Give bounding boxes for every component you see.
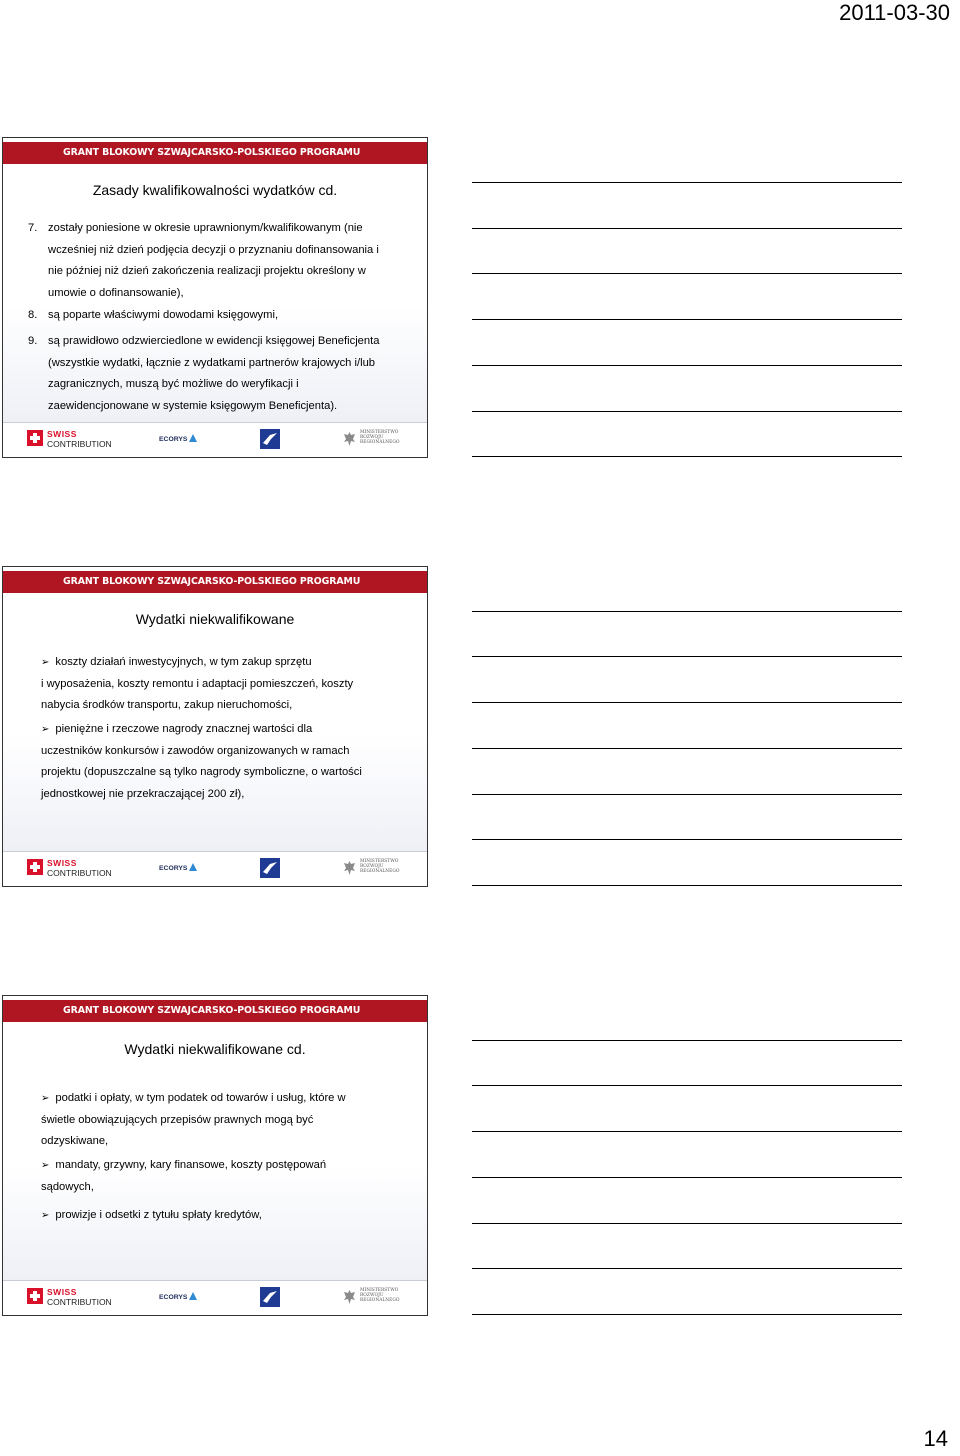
slide-title: Wydatki niekwalifikowane cd. bbox=[124, 1041, 306, 1057]
paragraph-line: prowizje i odsetki z tytułu spłaty kredytów, bbox=[55, 1209, 262, 1221]
paragraph-line: i wyposażenia, koszty remontu i adaptacji pomieszczeń, koszty bbox=[41, 677, 354, 690]
logo-text: ROZWOJU bbox=[360, 435, 384, 441]
slide-2 bbox=[2, 566, 428, 887]
logo-text: SWISS bbox=[47, 858, 77, 868]
note-line bbox=[472, 1223, 902, 1224]
note-line bbox=[472, 1085, 902, 1086]
slide-title: Zasady kwalifikowalności wydatków cd. bbox=[92, 182, 338, 198]
swiss-contribution-logo bbox=[27, 1288, 117, 1310]
paragraph-line: sądowych, bbox=[41, 1180, 94, 1193]
bird-logo-icon bbox=[259, 1286, 281, 1308]
eagle-icon bbox=[343, 431, 356, 447]
item-line: są prawidłowo odzwierciedlone w ewidencji księgowej Beneficjenta bbox=[48, 335, 380, 347]
bullet-paragraph bbox=[41, 1088, 386, 1153]
note-line bbox=[472, 656, 902, 657]
ecorys-logo bbox=[159, 863, 197, 872]
logo-text: ECORYS bbox=[159, 436, 188, 443]
note-line bbox=[472, 1131, 902, 1132]
logo-text: MINISTERSTWO bbox=[360, 1288, 399, 1293]
logo-text: ROZWOJU bbox=[360, 1293, 384, 1299]
note-line bbox=[472, 702, 902, 703]
arrow-bullet-icon: ➢ bbox=[41, 1160, 50, 1171]
logo-text: ROZWOJU bbox=[360, 864, 384, 870]
item-line: (wszystkie wydatki, łącznie z wydatkami partnerów krajowych i/lub bbox=[48, 356, 376, 369]
triangle-icon bbox=[189, 434, 197, 442]
item-line: nie później niż dzień zakończenia realizacji projektu określony w bbox=[48, 265, 366, 278]
slide-banner: GRANT BLOKOWY SZWAJCARSKO-POLSKIEGO PROGRAMU bbox=[3, 142, 427, 164]
slide-body bbox=[3, 164, 427, 423]
arrow-bullet-icon: ➢ bbox=[41, 1210, 50, 1221]
item-line: zagranicznych, muszą być możliwe do weryfikacji i bbox=[48, 378, 299, 391]
logo-text: MINISTERSTWO bbox=[360, 859, 399, 864]
slide-body bbox=[3, 593, 427, 852]
slide-footer bbox=[3, 1280, 427, 1315]
ministry-logo bbox=[343, 858, 403, 880]
note-line bbox=[472, 228, 902, 229]
note-line bbox=[472, 611, 902, 612]
note-line bbox=[472, 1177, 902, 1178]
logo-text: SWISS bbox=[47, 429, 77, 439]
ecorys-logo bbox=[159, 1292, 197, 1301]
paragraph-line: nabycia środków transportu, zakup nieruchomości, bbox=[41, 699, 293, 712]
bullet-paragraph bbox=[41, 719, 386, 805]
item-number: 9. bbox=[28, 335, 38, 347]
item-line: zaewidencjonowane w systemie księgowym Beneficjenta). bbox=[48, 399, 338, 412]
item-line: wcześniej niż dzień podjęcia decyzji o przyznaniu dofinansowania i bbox=[48, 243, 379, 256]
slide-banner: GRANT BLOKOWY SZWAJCARSKO-POLSKIEGO PROGRAMU bbox=[3, 571, 427, 593]
paragraph-line: podatki i opłaty, w tym podatek od towarów i usług, które w bbox=[55, 1092, 346, 1104]
logo-text: REGIONALNEGO bbox=[360, 1298, 400, 1304]
swiss-contribution-logo bbox=[27, 859, 117, 881]
logo-text: CONTRIBUTION bbox=[47, 868, 112, 878]
arrow-bullet-icon: ➢ bbox=[41, 657, 50, 668]
paragraph-line: jednostkowej nie przekraczającej 200 zł), bbox=[41, 787, 245, 800]
slide-footer bbox=[3, 851, 427, 886]
triangle-icon bbox=[189, 863, 197, 871]
note-line bbox=[472, 182, 902, 183]
triangle-icon bbox=[189, 1292, 197, 1300]
paragraph-line: koszty działań inwestycyjnych, w tym zakup sprzętu bbox=[55, 656, 312, 668]
note-line bbox=[472, 273, 902, 274]
slide-body bbox=[3, 1022, 427, 1281]
slide-3 bbox=[2, 995, 428, 1316]
bullet-paragraph bbox=[41, 652, 386, 717]
logo-text: ECORYS bbox=[159, 865, 188, 872]
bullet-paragraph bbox=[41, 1155, 386, 1198]
paragraph-line: mandaty, grzywny, kary finansowe, koszty postępowań bbox=[55, 1159, 327, 1171]
paragraph-line: odzyskiwane, bbox=[41, 1135, 109, 1148]
logo-text: REGIONALNEGO bbox=[360, 869, 400, 875]
note-line bbox=[472, 411, 902, 412]
logo-text: SWISS bbox=[47, 1287, 77, 1297]
note-line bbox=[472, 365, 902, 366]
note-line bbox=[472, 885, 902, 886]
arrow-bullet-icon: ➢ bbox=[41, 1093, 50, 1104]
item-number: 7. bbox=[28, 222, 38, 234]
paragraph-line: uczestników konkursów i zawodów organizowanych w ramach bbox=[41, 744, 350, 757]
note-line bbox=[472, 319, 902, 320]
note-line bbox=[472, 1314, 902, 1315]
paragraph-line: projektu (dopuszczalne są tylko nagrody symboliczne, o wartości bbox=[41, 766, 362, 779]
page-date: 2011-03-30 bbox=[839, 0, 950, 25]
paragraph-line: pieniężne i rzeczowe nagrody znacznej wartości dla bbox=[55, 723, 313, 735]
note-line bbox=[472, 839, 902, 840]
swiss-flag-icon bbox=[27, 1288, 43, 1304]
item-line: są poparte właściwymi dowodami księgowymi, bbox=[48, 309, 279, 321]
logo-text: CONTRIBUTION bbox=[47, 439, 112, 449]
ministry-logo bbox=[343, 1287, 403, 1309]
ecorys-logo bbox=[159, 434, 197, 443]
paragraph-line: świetle obowiązujących przepisów prawnych mogą być bbox=[41, 1113, 314, 1126]
note-line bbox=[472, 1040, 902, 1041]
slide-1 bbox=[2, 137, 428, 458]
slide-footer bbox=[3, 422, 427, 457]
note-line bbox=[472, 748, 902, 749]
slide-banner: GRANT BLOKOWY SZWAJCARSKO-POLSKIEGO PROGRAMU bbox=[3, 1000, 427, 1022]
note-line bbox=[472, 794, 902, 795]
bullet-paragraph bbox=[41, 1205, 386, 1227]
logo-text: REGIONALNEGO bbox=[360, 440, 400, 446]
item-number: 8. bbox=[28, 309, 38, 321]
bird-logo-icon bbox=[259, 857, 281, 879]
ministry-logo bbox=[343, 429, 403, 451]
logo-text: MINISTERSTWO bbox=[360, 430, 399, 435]
eagle-icon bbox=[343, 1289, 356, 1305]
bird-logo-icon bbox=[259, 428, 281, 450]
slide-title: Wydatki niekwalifikowane bbox=[135, 611, 295, 627]
swiss-contribution-logo bbox=[27, 430, 117, 452]
item-line: zostały poniesione w okresie uprawnionym/kwalifikowanym (nie bbox=[48, 222, 363, 234]
item-line: umowie o dofinansowanie), bbox=[48, 286, 184, 299]
arrow-bullet-icon: ➢ bbox=[41, 724, 50, 735]
swiss-flag-icon bbox=[27, 430, 43, 446]
note-line bbox=[472, 1268, 902, 1269]
logo-text: CONTRIBUTION bbox=[47, 1297, 112, 1307]
logo-text: ECORYS bbox=[159, 1294, 188, 1301]
note-line bbox=[472, 456, 902, 457]
swiss-flag-icon bbox=[27, 859, 43, 875]
eagle-icon bbox=[343, 860, 356, 876]
page-number: 14 bbox=[923, 1426, 948, 1451]
